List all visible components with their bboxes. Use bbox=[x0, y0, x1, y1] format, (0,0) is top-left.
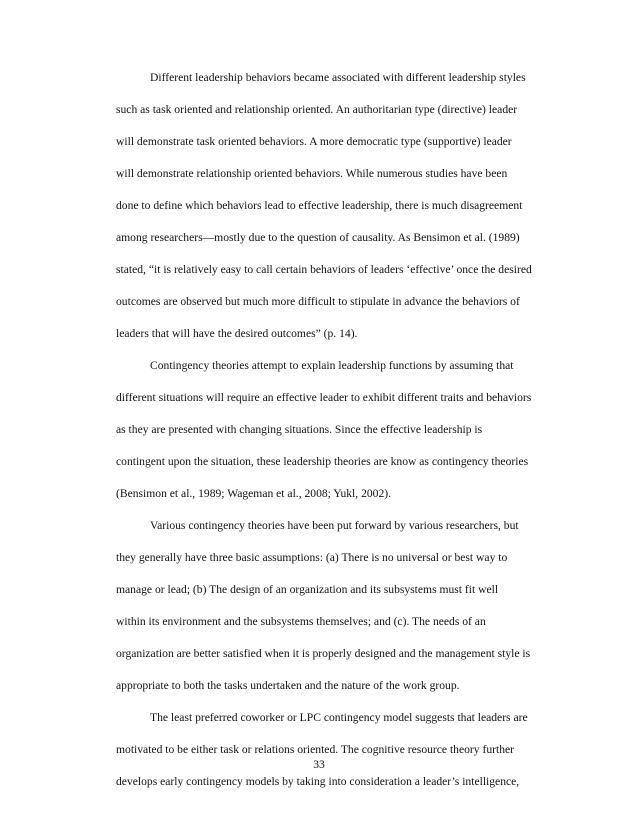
text-line: among researchers—mostly due to the question of causality. As Bensimon et al. (1989) bbox=[116, 231, 520, 244]
text-line: leaders that will have the desired outcomes” (p. 14). bbox=[116, 327, 358, 340]
text-line: The least preferred coworker or LPC contingency model suggests that leaders are bbox=[150, 711, 528, 724]
text-line: Various contingency theories have been put forward by various researchers, but bbox=[150, 519, 519, 532]
text-line: Different leadership behaviors became associated with different leadership styles bbox=[150, 71, 526, 84]
text-line: contingent upon the situation, these leadership theories are know as contingency theories bbox=[116, 455, 529, 468]
text-line: (Bensimon et al., 1989; Wageman et al., 2008; Yukl, 2002). bbox=[116, 487, 392, 500]
text-line: organization are better satisfied when it is properly designed and the management style is bbox=[116, 647, 531, 660]
text-line: will demonstrate relationship oriented behaviors. While numerous studies have been bbox=[116, 167, 508, 180]
text-line: manage or lead; (b) The design of an organization and its subsystems must fit well bbox=[116, 583, 499, 596]
text-line: they generally have three basic assumptions: (a) There is no universal or best way to bbox=[116, 551, 508, 564]
text-line: motivated to be either task or relations oriented. The cognitive resource theory further bbox=[116, 743, 515, 756]
text-line: develops early contingency models by taking into consideration a leader’s intelligence, bbox=[116, 775, 520, 788]
text-line: stated, “it is relatively easy to call certain behaviors of leaders ‘effective’ once the desired bbox=[116, 263, 532, 276]
text-line: within its environment and the subsystems themselves; and (c). The needs of an bbox=[116, 615, 486, 628]
text-line: outcomes are observed but much more difficult to stipulate in advance the behaviors of bbox=[116, 295, 520, 308]
text-line: done to define which behaviors lead to effective leadership, there is much disagreement bbox=[116, 199, 523, 212]
body-text bbox=[116, 68, 570, 804]
text-line: different situations will require an effective leader to exhibit different traits and behaviors bbox=[116, 391, 532, 404]
page-number: 33 bbox=[313, 758, 325, 771]
text-line: will demonstrate task oriented behaviors. A more democratic type (supportive) leader bbox=[116, 135, 512, 148]
text-line: Contingency theories attempt to explain leadership functions by assuming that bbox=[150, 359, 514, 372]
text-line: appropriate to both the tasks undertaken and the nature of the work group. bbox=[116, 679, 460, 692]
text-line: as they are presented with changing situations. Since the effective leadership is bbox=[116, 423, 483, 436]
text-line: such as task oriented and relationship oriented. An authoritarian type (directive) leader bbox=[116, 103, 518, 116]
